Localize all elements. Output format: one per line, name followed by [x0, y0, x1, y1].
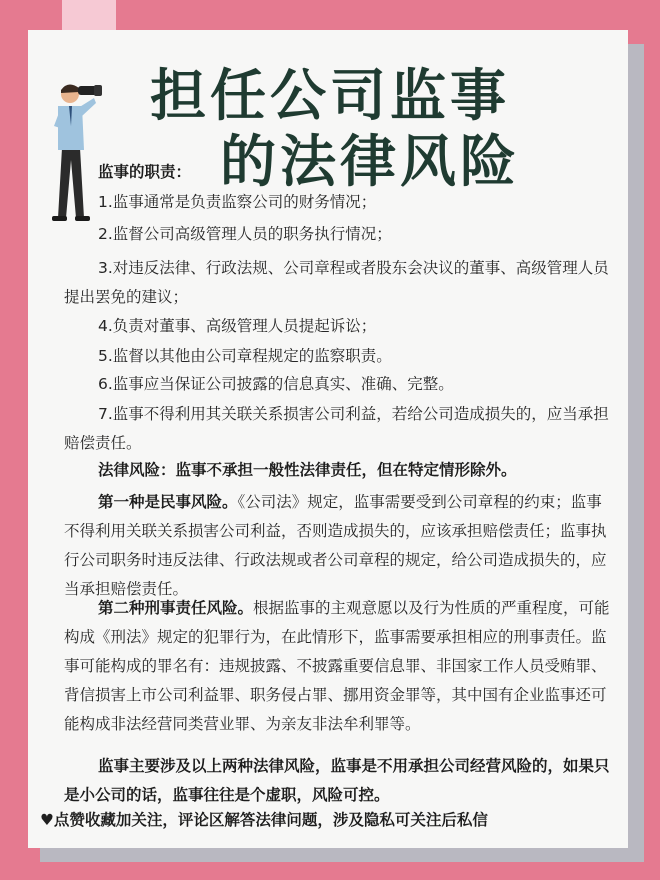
- summary-paragraph: 监事主要涉及以上两种法律风险，监事是不用承担公司经营风险的，如果只是小公司的话，监事往往是个虚职，风险可控。: [64, 757, 610, 804]
- criminal-risk-body: 根据监事的主观意愿以及行为性质的严重程度，可能构成《刑法》规定的犯罪行为，在此情形下，监事需要承担相应的刑事责任。监事可能构成的罪名有：违规披露、不披露重要信息罪、非国家工作人员受贿罪、背信损害上市公司利益罪、职务侵占罪、挪用资金罪等，其中国有企业监事还可能构成非法经营同类营业罪、为亲友非法牟利罪等。: [64, 599, 610, 733]
- criminal-risk-paragraph: [64, 594, 612, 739]
- criminal-risk-lead: 第二种刑事责任风险。: [98, 599, 254, 617]
- civil-risk-lead: 第一种是民事风险。: [98, 493, 238, 511]
- page-title-line2: 的法律风险: [220, 130, 520, 195]
- page-title-line1: 担任公司监事: [150, 64, 510, 129]
- footer-note: [40, 806, 630, 835]
- duty-item: 1.监事通常是负责监察公司的财务情况；: [98, 193, 377, 211]
- civil-risk-body: 《公司法》规定，监事需要受到公司章程的约束；监事不得利用关联关系损害公司利益，否则造成损失的，应该承担赔偿责任；监事执行公司职务时违反法律、行政法规或者公司章程的规定，给公司造成损失的，应当承担赔偿责任。: [64, 493, 607, 598]
- duty-item: 5.监督以其他由公司章程规定的监察职责。: [98, 347, 392, 365]
- risk-heading: 法律风险：监事不承担一般性法律责任，但在特定情形除外。: [98, 461, 517, 479]
- duty-item: 6.监事应当保证公司披露的信息真实、准确、完整。: [98, 375, 454, 393]
- footer-text: 点赞收藏加关注，评论区解答法律问题，涉及隐私可关注后私信: [53, 811, 488, 829]
- duties-heading: 监事的职责：: [98, 163, 192, 181]
- duty-item: 2.监督公司高级管理人员的职务执行情况；: [98, 225, 392, 243]
- civil-risk-paragraph: [64, 488, 612, 604]
- duty-item: 4.负责对董事、高级管理人员提起诉讼；: [98, 317, 377, 335]
- duty-item: 3.对违反法律、行政法规、公司章程或者股东会决议的董事、高级管理人员提出罢免的建议；: [64, 259, 609, 306]
- heart-icon: ♥: [40, 811, 54, 829]
- duty-item: 7.监事不得利用其关联关系损害公司利益，若给公司造成损失的，应当承担赔偿责任。: [64, 405, 609, 452]
